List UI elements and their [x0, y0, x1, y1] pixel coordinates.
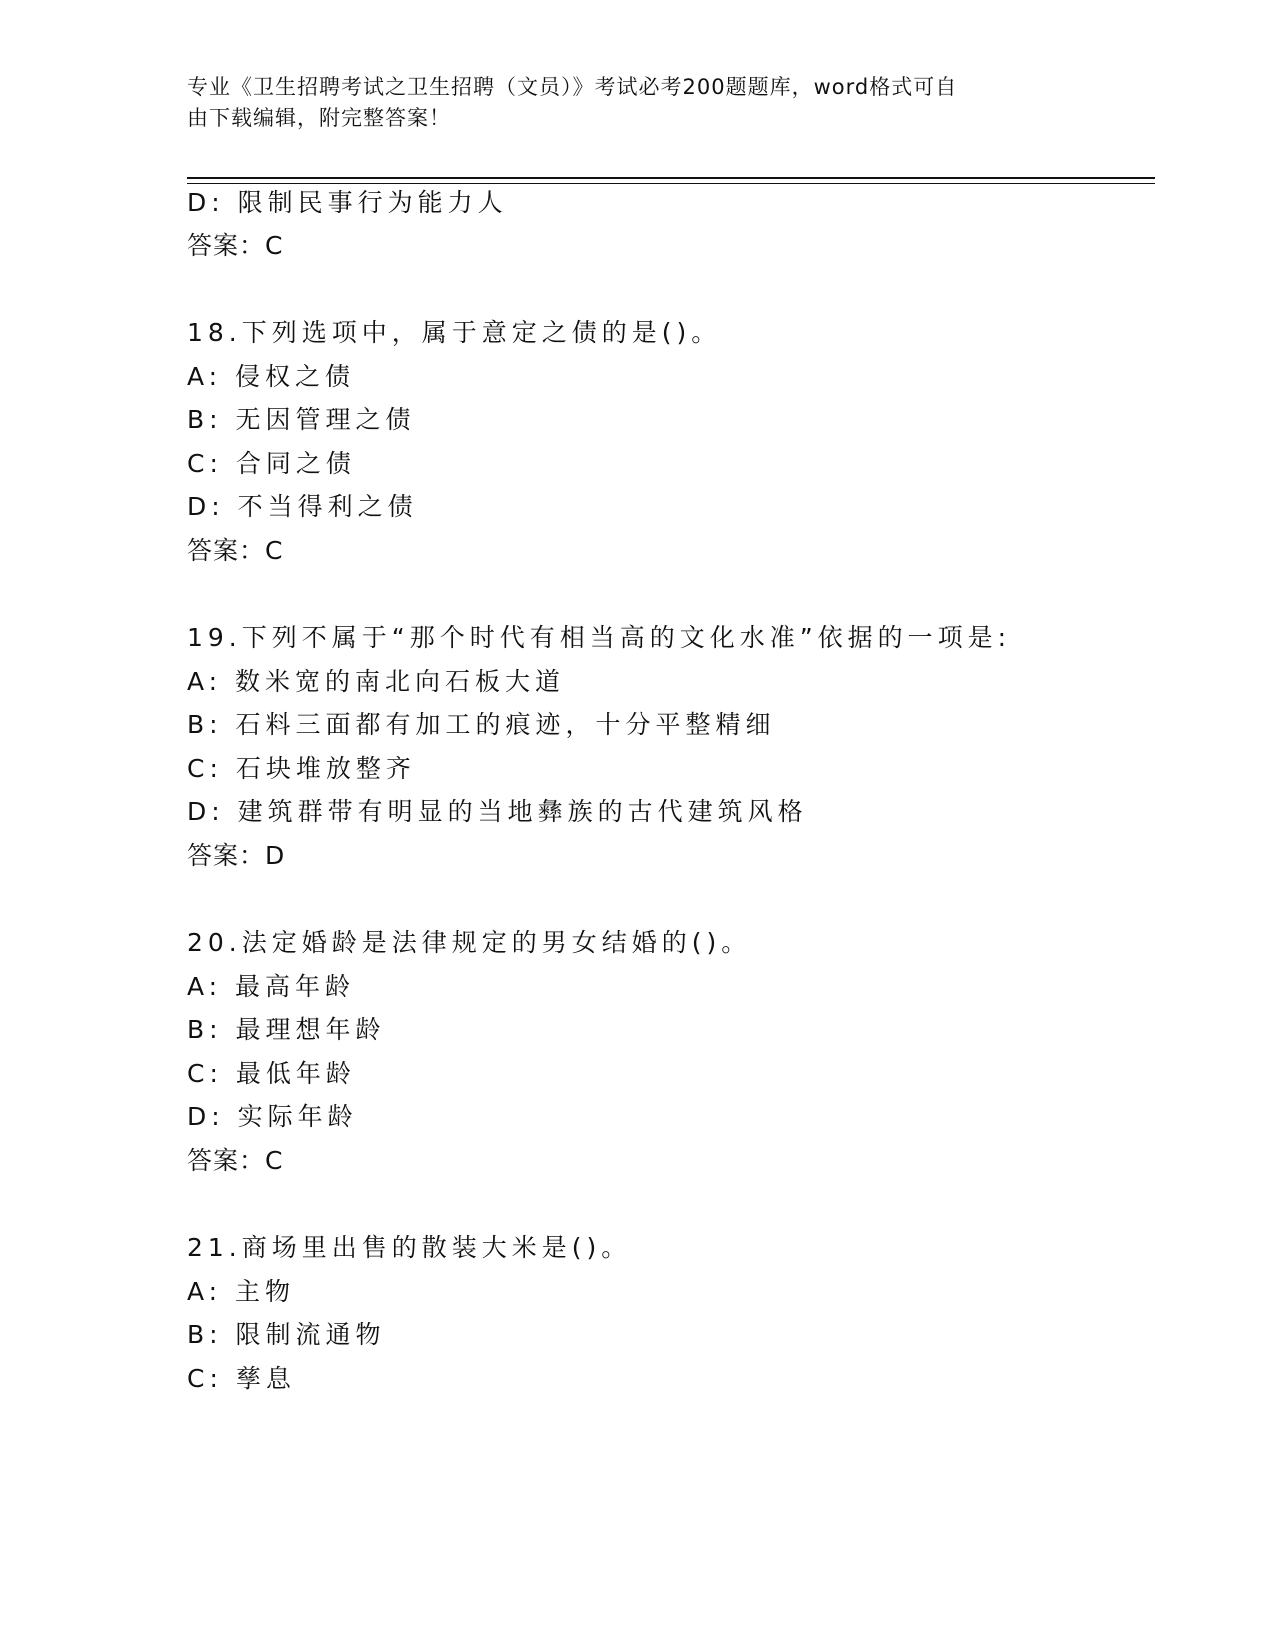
question-20-option-c: C: 最低年龄	[187, 1059, 356, 1088]
question-20-stem: 20.法定婚龄是法律规定的男女结婚的()。	[187, 928, 752, 957]
question-18-answer: 答案：C	[187, 536, 284, 565]
question-19-answer: 答案：D	[187, 841, 286, 870]
question-20-option-d: D: 实际年龄	[187, 1102, 358, 1131]
question-21-option-c: C: 孳息	[187, 1364, 296, 1393]
question-19-option-b: B: 石料三面都有加工的痕迹，十分平整精细	[187, 710, 776, 739]
question-19-stem: 19.下列不属于“那个时代有相当高的文化水准”依据的一项是:	[187, 623, 1012, 652]
question-20-option-a: A: 最高年龄	[187, 972, 356, 1001]
question-18-option-a: A: 侵权之债	[187, 362, 356, 391]
question-18-option-c: C: 合同之债	[187, 449, 356, 478]
prev-answer: 答案：C	[187, 231, 284, 260]
prev-option-d: D: 限制民事行为能力人	[187, 188, 508, 217]
header-line-2: 由下载编辑，附完整答案！	[187, 106, 451, 130]
header-divider-thick	[187, 177, 1155, 179]
question-19-option-d: D: 建筑群带有明显的当地彝族的古代建筑风格	[187, 797, 808, 826]
question-21-stem: 21.商场里出售的散装大米是()。	[187, 1233, 632, 1262]
question-19-option-a: A: 数米宽的南北向石板大道	[187, 667, 566, 696]
question-20-answer: 答案：C	[187, 1146, 284, 1175]
header-divider-thin	[187, 183, 1155, 184]
question-19-option-c: C: 石块堆放整齐	[187, 754, 416, 783]
question-18-stem: 18.下列选项中，属于意定之债的是()。	[187, 318, 722, 347]
document-header	[187, 72, 1067, 134]
question-18-option-b: B: 无因管理之债	[187, 405, 416, 434]
question-21-option-a: A: 主物	[187, 1277, 296, 1306]
question-20-option-b: B: 最理想年龄	[187, 1015, 386, 1044]
question-18-option-d: D: 不当得利之债	[187, 492, 418, 521]
header-line-1: 专业《卫生招聘考试之卫生招聘（文员）》考试必考200题题库，word格式可自	[187, 75, 958, 99]
question-21-option-b: B: 限制流通物	[187, 1320, 386, 1349]
